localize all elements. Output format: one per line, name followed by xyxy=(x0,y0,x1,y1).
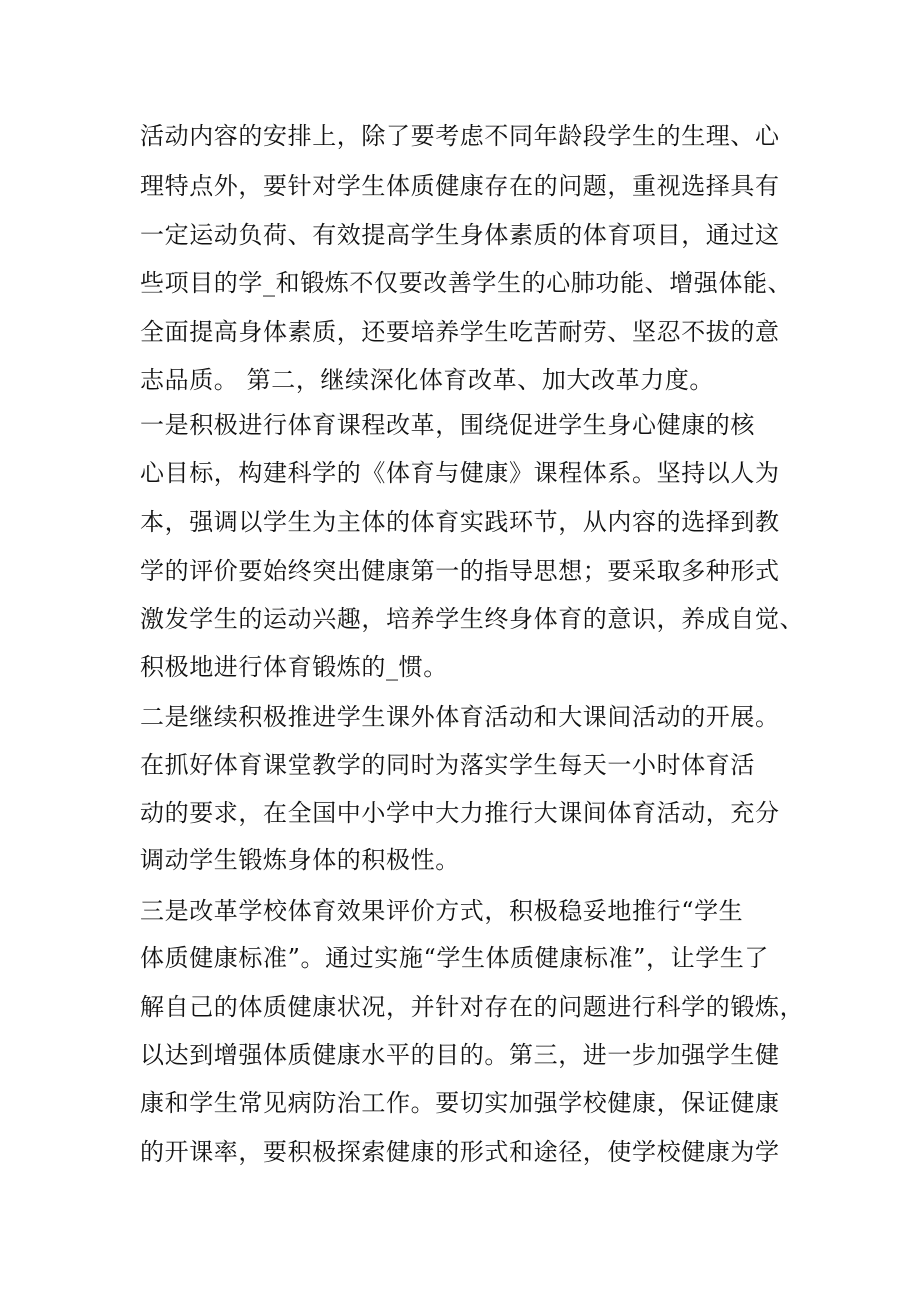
text-line: 解自己的体质健康状况，并针对存在的问题进行科学的锻炼， xyxy=(140,993,805,1021)
text-line: 动的要求，在全国中小学中大力推行大课间体育活动，充分 xyxy=(140,799,780,827)
text-line: 志品质。 第二，继续深化体育改革、加大改革力度。 xyxy=(140,366,715,394)
text-line: 一是积极进行体育课程改革，围绕促进学生身心健康的核 xyxy=(140,411,755,439)
text-line: 全面提高身体素质，还要培养学生吃苦耐劳、坚忍不拔的意 xyxy=(140,318,780,346)
text-line: 二是继续积极推进学生课外体育活动和大课间活动的开展。 xyxy=(140,703,780,731)
text-line: 些项目的学_和锻炼不仅要改善学生的心肺功能、增强体能、 xyxy=(140,269,793,297)
text-line: 活动内容的安排上，除了要考虑不同年龄段学生的生理、心 xyxy=(140,122,780,150)
text-line: 理特点外，要针对学生体质健康存在的问题，重视选择具有 xyxy=(140,172,780,200)
text-line: 的开课率，要积极探索健康的形式和途径，使学校健康为学 xyxy=(140,1138,780,1166)
text-line: 本，强调以学生为主体的体育实践环节，从内容的选择到教 xyxy=(140,508,780,536)
text-line: 三是改革学校体育效果评价方式，积极稳妥地推行“学生 xyxy=(140,897,744,925)
text-line: 调动学生锻炼身体的积极性。 xyxy=(140,846,460,874)
text-line: 在抓好体育课堂教学的同时为落实学生每天一小时体育活 xyxy=(140,751,755,779)
text-line: 激发学生的运动兴趣，培养学生终身体育的意识，养成自觉、 xyxy=(140,605,805,633)
text-line: 一定运动负荷、有效提高学生身体素质的体育项目，通过这 xyxy=(140,221,780,249)
text-line: 体质健康标准”。通过实施“学生体质健康标准”，让学生了 xyxy=(140,944,770,972)
text-line: 学的评价要始终突出健康第一的指导思想；要采取多种形式 xyxy=(140,557,780,585)
text-line: 积极地进行体育锻炼的_惯。 xyxy=(140,653,448,681)
text-line: 心目标，构建科学的《体育与健康》课程体系。坚持以人为 xyxy=(140,459,780,487)
text-line: 以达到增强体质健康水平的目的。第三，进一步加强学生健 xyxy=(140,1041,780,1069)
text-line: 康和学生常见病防治工作。要切实加强学校健康，保证健康 xyxy=(140,1089,780,1117)
